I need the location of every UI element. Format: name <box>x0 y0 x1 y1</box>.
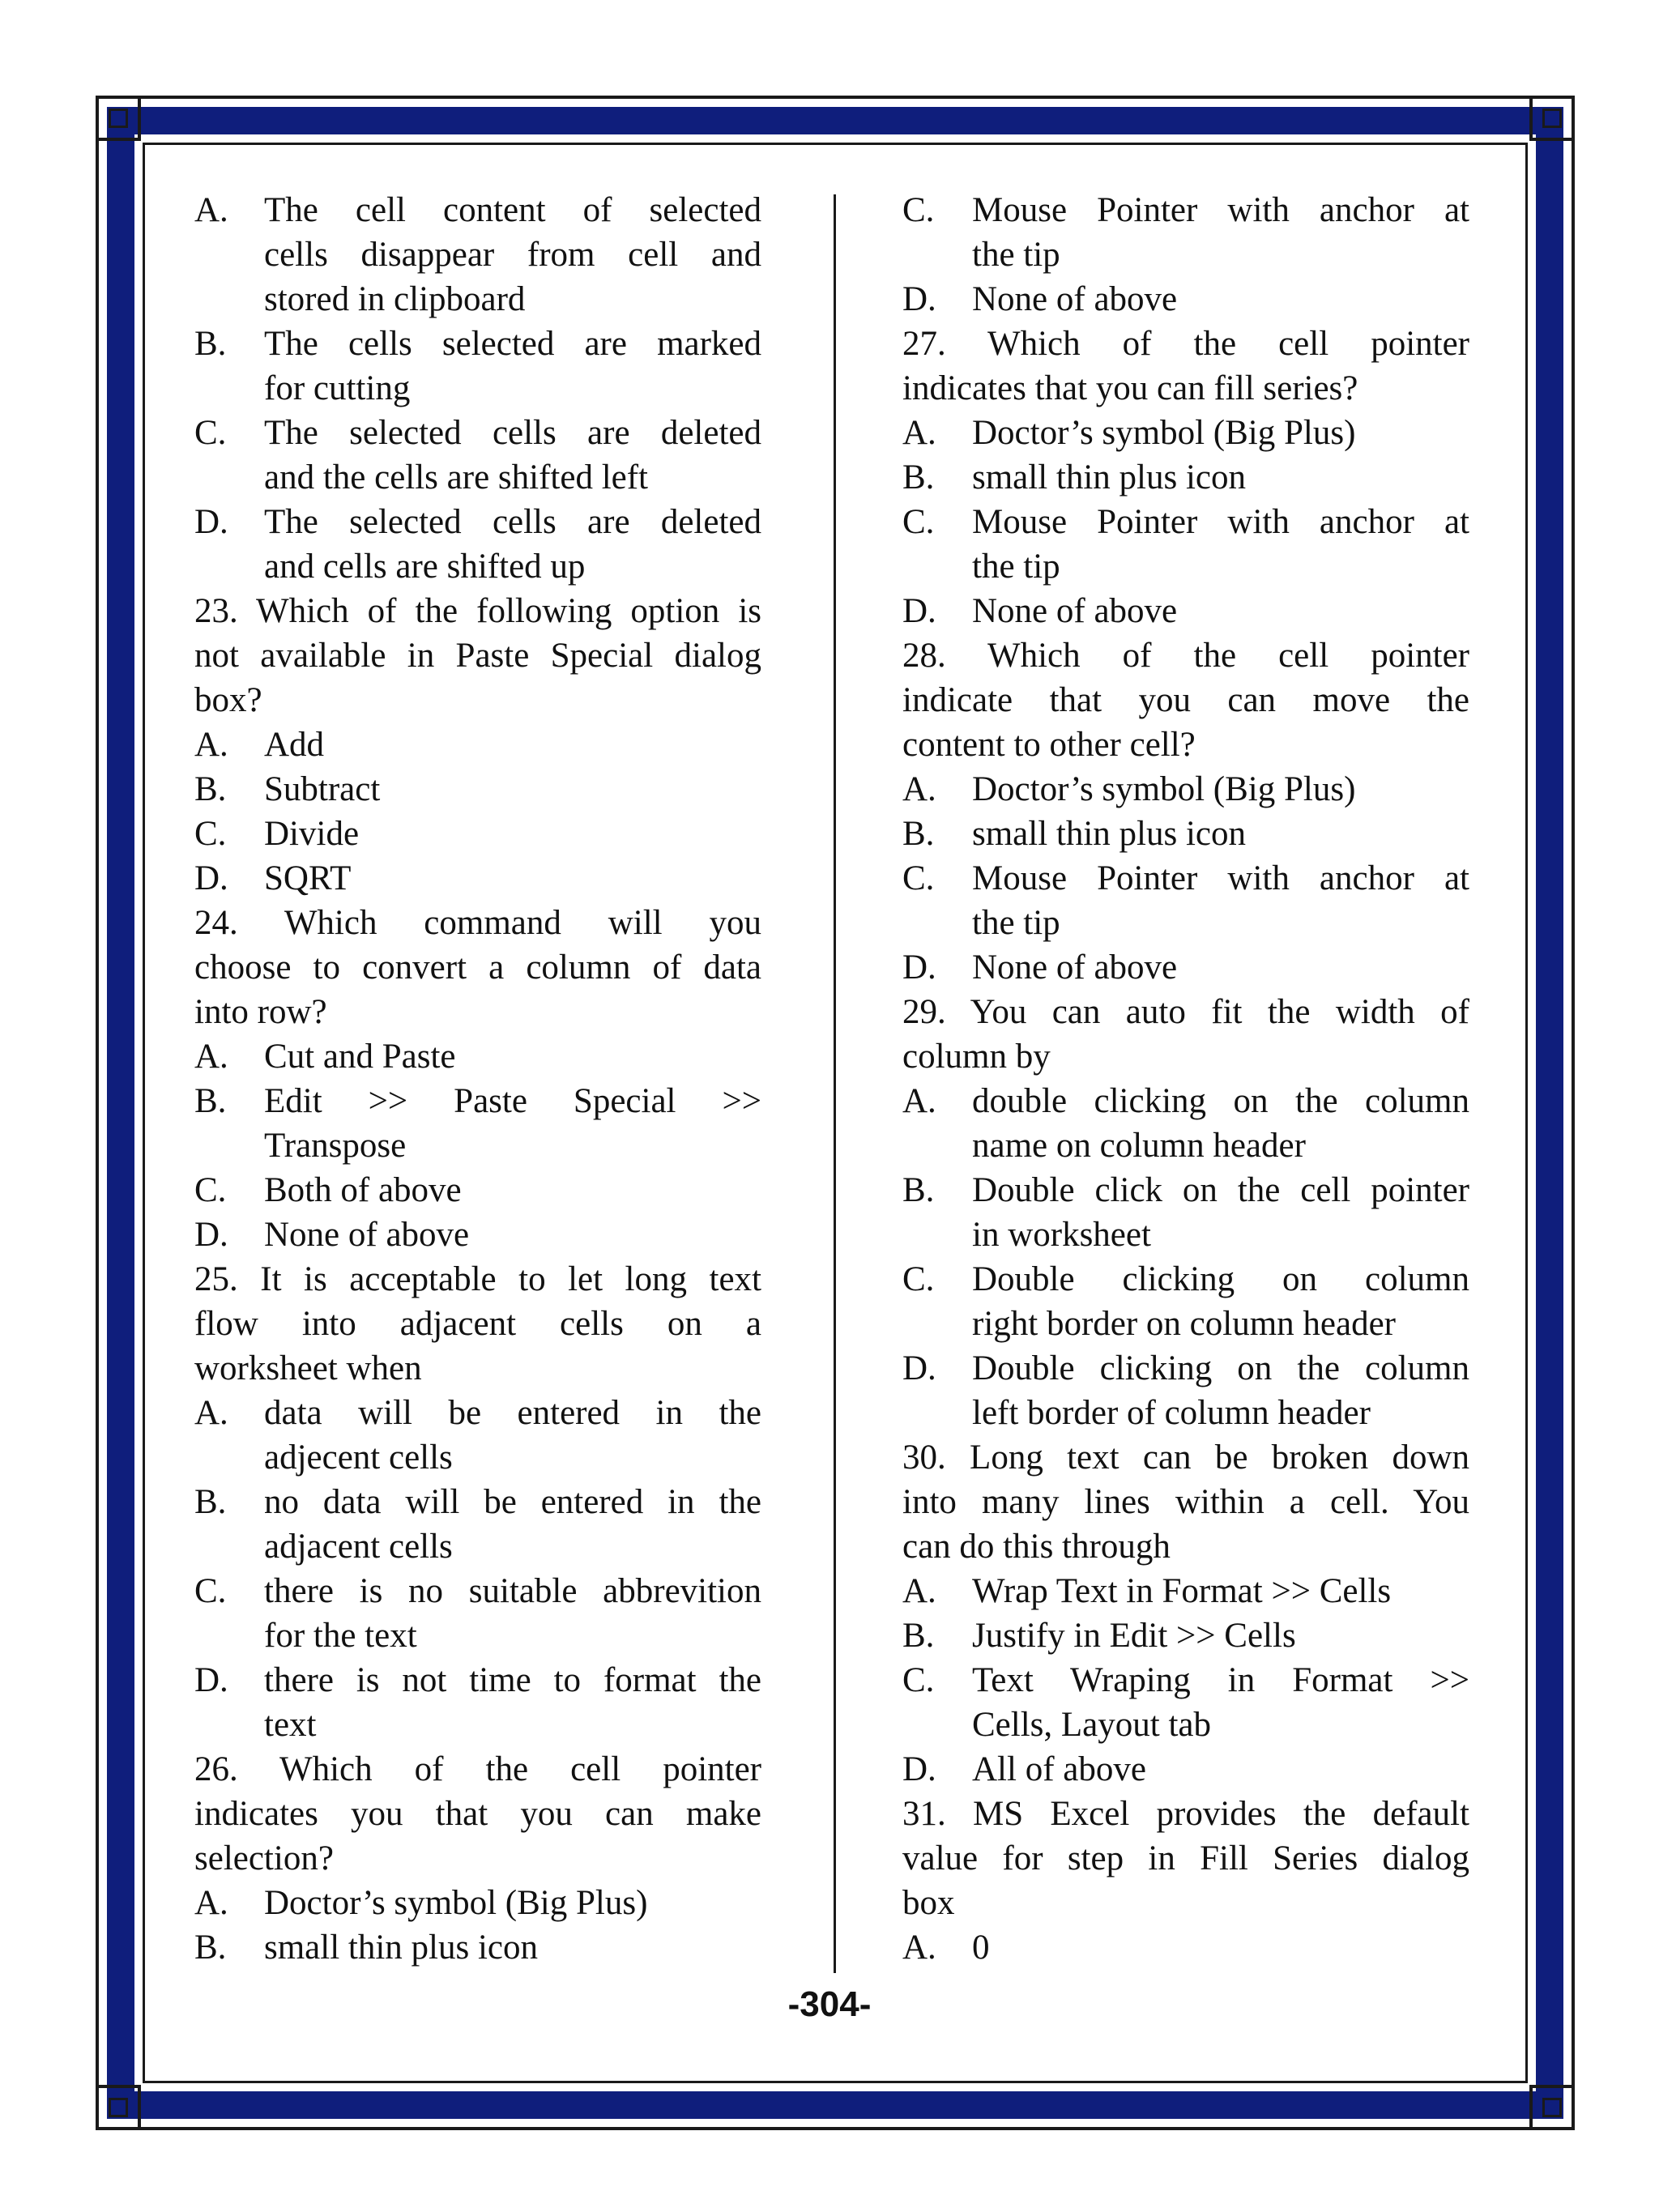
option-letter: D. <box>194 503 228 541</box>
option-text: data will be entered in the <box>264 1394 761 1432</box>
option-text-continued: for cutting <box>264 369 411 407</box>
option-text: Add <box>264 726 325 764</box>
answer-option <box>194 722 761 767</box>
option-letter: D. <box>194 1661 228 1699</box>
question-text: flow into adjacent cells on a <box>194 1305 761 1343</box>
option-text: Subtract <box>264 770 381 808</box>
option-letter: C. <box>902 191 935 229</box>
option-letter: A. <box>902 1572 936 1610</box>
answer-option <box>902 812 1469 856</box>
option-text: Mouse Pointer with anchor at <box>972 191 1469 229</box>
answer-option <box>902 1747 1469 1792</box>
answer-option <box>194 322 761 366</box>
option-letter: D. <box>194 859 228 897</box>
option-text: Doctor’s symbol (Big Plus) <box>972 414 1356 452</box>
option-text: Text Wraping in Format >> <box>972 1661 1469 1699</box>
option-letter: A. <box>194 1038 228 1076</box>
option-letter: B. <box>902 815 935 853</box>
option-letter: D. <box>194 1216 228 1254</box>
question-text: value for step in Fill Series dialog <box>902 1839 1469 1877</box>
option-text: Double clicking on column <box>972 1260 1469 1298</box>
question-text: 26. Which of the cell pointer <box>194 1750 761 1788</box>
answer-option <box>902 945 1469 990</box>
option-text: Wrap Text in Format >> Cells <box>972 1572 1392 1610</box>
option-letter: D. <box>902 280 936 318</box>
option-text: The selected cells are deleted <box>264 503 761 541</box>
answer-option <box>902 277 1469 322</box>
option-text-continued: the tip <box>972 548 1060 586</box>
option-letter: A. <box>902 1082 936 1120</box>
option-text: The selected cells are deleted <box>264 414 761 452</box>
option-letter: A. <box>902 414 936 452</box>
option-text: Justify in Edit >> Cells <box>972 1617 1296 1655</box>
question-text: 23. Which of the following option is <box>194 592 761 630</box>
option-letter: B. <box>902 1171 935 1209</box>
question-text: worksheet when <box>194 1349 422 1387</box>
option-letter: D. <box>902 1750 936 1788</box>
answer-option <box>902 1613 1469 1658</box>
option-text: The cells selected are marked <box>264 325 761 363</box>
answer-option <box>902 455 1469 500</box>
answer-option <box>194 1391 761 1435</box>
option-text: Mouse Pointer with anchor at <box>972 859 1469 897</box>
column-divider <box>834 194 836 1973</box>
answer-option <box>902 1658 1469 1703</box>
answer-option <box>902 1925 1469 1970</box>
answer-option <box>902 589 1469 633</box>
answer-option <box>902 1257 1469 1302</box>
answer-option <box>194 1034 761 1079</box>
answer-option <box>194 1881 761 1925</box>
option-letter: B. <box>902 1617 935 1655</box>
answer-option <box>194 1079 761 1123</box>
answer-option <box>902 411 1469 455</box>
answer-option <box>194 1658 761 1703</box>
option-text: Mouse Pointer with anchor at <box>972 503 1469 541</box>
answer-option <box>194 1569 761 1613</box>
option-letter: B. <box>194 1483 227 1521</box>
option-text-continued: the tip <box>972 236 1060 274</box>
question-text: 31. MS Excel provides the default <box>902 1795 1469 1833</box>
option-text-continued: adjecent cells <box>264 1438 453 1477</box>
option-text: SQRT <box>264 859 352 897</box>
question-text: 30. Long text can be broken down <box>902 1438 1469 1477</box>
option-text-continued: in worksheet <box>972 1216 1151 1254</box>
option-letter: A. <box>194 1884 228 1922</box>
option-text-continued: and the cells are shifted left <box>264 458 648 497</box>
option-text-continued: name on column header <box>972 1127 1306 1165</box>
option-text: Divide <box>264 815 360 853</box>
answer-option <box>902 1079 1469 1123</box>
question-text: into many lines within a cell. You <box>902 1483 1469 1521</box>
option-text-continued: text <box>264 1706 317 1744</box>
option-text: All of above <box>972 1750 1146 1788</box>
answer-option <box>194 856 761 901</box>
option-text: Edit >> Paste Special >> <box>264 1082 761 1120</box>
option-text: Cut and Paste <box>264 1038 456 1076</box>
corner-ornament-bottom-right <box>1529 2085 1575 2130</box>
option-letter: C. <box>194 1572 227 1610</box>
question-text: selection? <box>194 1839 334 1877</box>
option-text-continued: left border of column header <box>972 1394 1371 1432</box>
option-letter: C. <box>902 1661 935 1699</box>
answer-option <box>902 1569 1469 1613</box>
option-text-continued: right border on column header <box>972 1305 1396 1343</box>
option-letter: C. <box>194 815 227 853</box>
option-letter: B. <box>194 325 227 363</box>
answer-option <box>194 767 761 812</box>
option-letter: D. <box>902 948 936 987</box>
question-text: column by <box>902 1038 1051 1076</box>
option-text-continued: the tip <box>972 904 1060 942</box>
answer-option <box>194 411 761 455</box>
option-text-continued: Cells, Layout tab <box>972 1706 1211 1744</box>
question-text: can do this through <box>902 1528 1171 1566</box>
question-text: box? <box>194 681 262 719</box>
page-number: -304- <box>787 1984 872 2024</box>
question-text: 28. Which of the cell pointer <box>902 637 1469 675</box>
corner-ornament-bottom-left <box>96 2085 141 2130</box>
option-text: None of above <box>264 1216 470 1254</box>
question-text: indicates that you can fill series? <box>902 369 1358 407</box>
option-text: no data will be entered in the <box>264 1483 761 1521</box>
option-letter: D. <box>902 592 936 630</box>
option-letter: D. <box>902 1349 936 1387</box>
question-text: indicates you that you can make <box>194 1795 761 1833</box>
question-text: content to other cell? <box>902 726 1196 764</box>
option-text-continued: for the text <box>264 1617 417 1655</box>
option-text: 0 <box>972 1929 990 1967</box>
corner-ornament-top-left <box>96 96 141 141</box>
option-text-continued: Transpose <box>264 1127 407 1165</box>
answer-option <box>902 1346 1469 1391</box>
option-letter: B. <box>902 458 935 497</box>
option-text-continued: and cells are shifted up <box>264 548 586 586</box>
option-text-continued: adjacent cells <box>264 1528 453 1566</box>
answer-option <box>194 812 761 856</box>
answer-option <box>194 500 761 544</box>
option-text: small thin plus icon <box>972 458 1247 497</box>
option-letter: B. <box>194 1082 227 1120</box>
answer-option <box>194 1213 761 1257</box>
option-text: there is no suitable abbrevition <box>264 1572 761 1610</box>
option-text: None of above <box>972 948 1178 987</box>
answer-option <box>902 500 1469 544</box>
option-text: Double clicking on the column <box>972 1349 1469 1387</box>
option-letter: C. <box>902 503 935 541</box>
option-text: Doctor’s symbol (Big Plus) <box>264 1884 648 1922</box>
option-letter: A. <box>194 726 228 764</box>
option-text: Doctor’s symbol (Big Plus) <box>972 770 1356 808</box>
option-text: The cell content of selected <box>264 191 761 229</box>
option-letter: A. <box>902 1929 936 1967</box>
answer-option <box>902 856 1469 901</box>
option-text: None of above <box>972 592 1178 630</box>
answer-option <box>902 1168 1469 1213</box>
question-text: 25. It is acceptable to let long text <box>194 1260 761 1298</box>
option-letter: B. <box>194 770 227 808</box>
question-text: 29. You can auto fit the width of <box>902 993 1469 1031</box>
option-letter: B. <box>194 1929 227 1967</box>
answer-option <box>194 188 761 232</box>
option-letter: C. <box>194 1171 227 1209</box>
question-text: into row? <box>194 993 327 1031</box>
option-letter: C. <box>902 1260 935 1298</box>
answer-option <box>902 767 1469 812</box>
right-column <box>902 188 1469 1970</box>
option-text: Double click on the cell pointer <box>972 1171 1469 1209</box>
question-text: choose to convert a column of data <box>194 948 761 987</box>
option-letter: C. <box>902 859 935 897</box>
answer-option <box>194 1925 761 1970</box>
question-text: box <box>902 1884 955 1922</box>
option-text-continued: stored in clipboard <box>264 280 526 318</box>
option-letter: A. <box>194 1394 228 1432</box>
corner-ornament-top-right <box>1529 96 1575 141</box>
option-text: small thin plus icon <box>972 815 1247 853</box>
option-letter: A. <box>194 191 228 229</box>
option-text: small thin plus icon <box>264 1929 539 1967</box>
option-text: None of above <box>972 280 1178 318</box>
option-text: there is not time to format the <box>264 1661 761 1699</box>
option-text: Both of above <box>264 1171 462 1209</box>
option-text-continued: cells disappear from cell and <box>264 236 761 274</box>
question-text: indicate that you can move the <box>902 681 1469 719</box>
option-text: double clicking on the column <box>972 1082 1469 1120</box>
answer-option <box>194 1480 761 1524</box>
question-text: 24. Which command will you <box>194 904 761 942</box>
option-letter: C. <box>194 414 227 452</box>
option-letter: A. <box>902 770 936 808</box>
question-text: not available in Paste Special dialog <box>194 637 761 675</box>
left-column <box>194 188 761 1970</box>
question-text: 27. Which of the cell pointer <box>902 325 1469 363</box>
answer-option <box>194 1168 761 1213</box>
answer-option <box>902 188 1469 232</box>
